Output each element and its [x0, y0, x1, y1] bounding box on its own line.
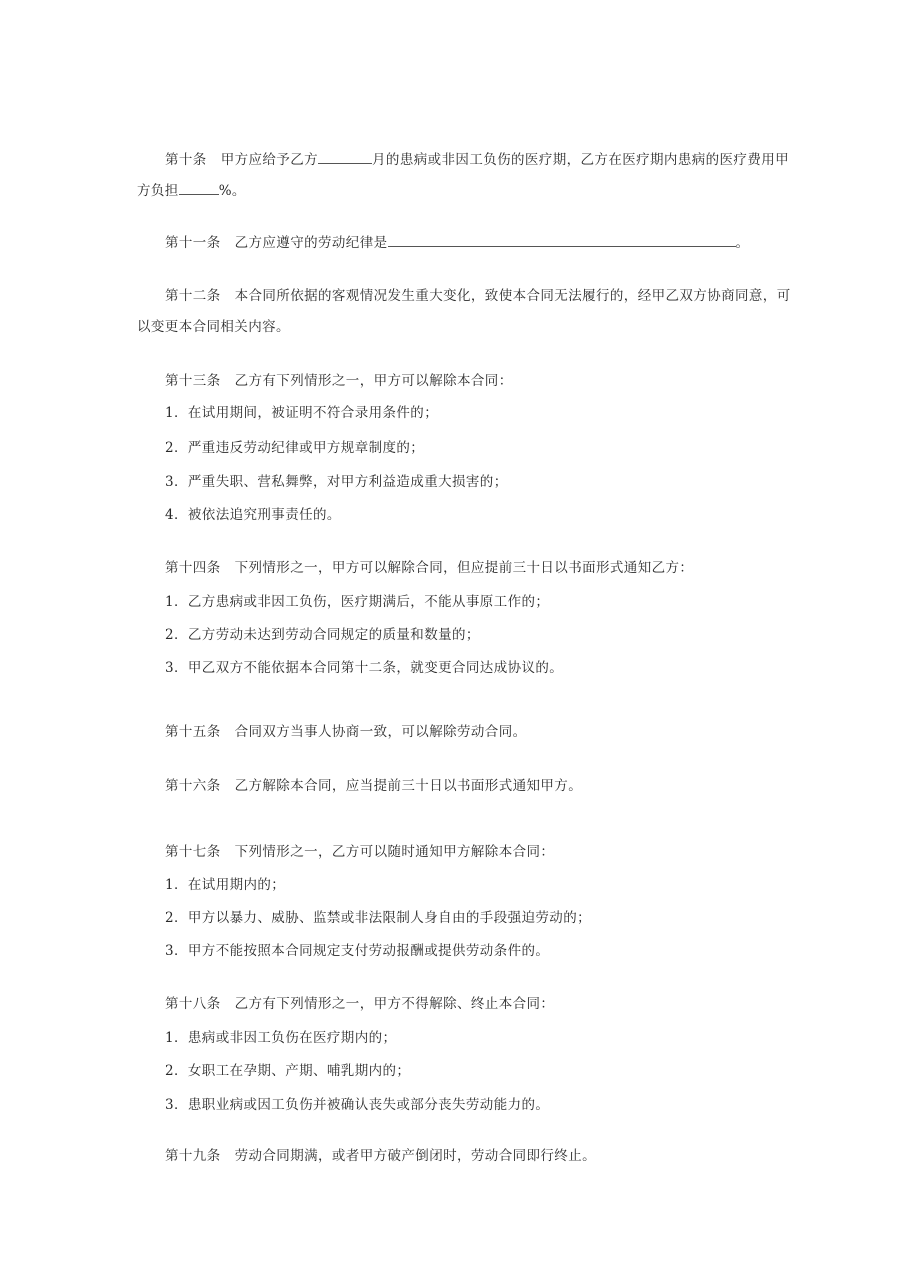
article-12-line-2 — [137, 318, 290, 336]
article-label: 第十三条 — [165, 373, 221, 389]
article-label: 第十九条 — [165, 1148, 221, 1164]
article-text: 乙方有下列情形之一，甲方可以解除本合同： — [234, 373, 513, 389]
article-text: 方负担 — [137, 183, 179, 199]
article-text: 乙方解除本合同，应当提前三十日以书面形式通知甲方。 — [234, 778, 583, 794]
article-14-line-1 — [165, 559, 693, 577]
list-item: 3．甲乙双方不能依据本合同第十二条，就变更合同达成协议的。 — [165, 660, 564, 676]
list-item: 4．被依法追究刑事责任的。 — [165, 507, 341, 523]
article-text: 乙方有下列情形之一，甲方不得解除、终止本合同： — [234, 996, 555, 1012]
article-label: 第十四条 — [165, 560, 221, 576]
fill-blank[interactable] — [318, 150, 372, 164]
list-item: 1．患病或非因工负伤在医疗期内的； — [165, 1030, 397, 1046]
article-label: 第十六条 — [165, 778, 221, 794]
article-15-line-1 — [165, 723, 527, 741]
article-text: 以变更本合同相关内容。 — [137, 319, 290, 335]
list-item: 3．甲方不能按照本合同规定支付劳动报酬或提供劳动条件的。 — [165, 943, 550, 959]
list-item: 2．严重违反劳动纪律或甲方规章制度的； — [165, 440, 425, 456]
fill-blank[interactable] — [388, 233, 736, 247]
list-item: 1．在试用期内的； — [165, 877, 286, 893]
list-item: 2．甲方以暴力、威胁、监禁或非法限制人身自由的手段强迫劳动的； — [165, 910, 591, 926]
list-item: 2．女职工在孕期、产期、哺乳期内的； — [165, 1063, 411, 1079]
fill-blank[interactable] — [179, 181, 219, 195]
list-item: 1．乙方患病或非因工负伤，医疗期满后，不能从事原工作的； — [165, 594, 550, 610]
article-text: 月的患病或非因工负伤的医疗期，乙方在医疗期内患病的医疗费用甲 — [372, 152, 790, 168]
article-16-line-1 — [165, 777, 582, 795]
article-text: 劳动合同期满，或者甲方破产倒闭时，劳动合同即行终止。 — [234, 1148, 597, 1164]
article-13-line-1 — [165, 372, 513, 390]
article-text: 下列情形之一，乙方可以随时通知甲方解除本合同： — [234, 844, 555, 860]
article-10-line-2 — [137, 181, 246, 200]
article-19-line-1 — [165, 1147, 596, 1165]
article-label: 第十八条 — [165, 996, 221, 1012]
article-text: 下列情形之一，甲方可以解除合同，但应提前三十日以书面形式通知乙方： — [234, 560, 694, 576]
list-item: 3．严重失职、营私舞弊，对甲方利益造成重大损害的； — [165, 474, 508, 490]
list-item: 3．患职业病或因工负伤并被确认丧失或部分丧失劳动能力的。 — [165, 1097, 550, 1113]
article-label: 第十五条 — [165, 724, 221, 740]
list-item: 2．乙方劳动未达到劳动合同规定的质量和数量的； — [165, 627, 480, 643]
article-12-line-1 — [165, 287, 791, 305]
article-text: %。 — [218, 183, 246, 199]
article-text: 。 — [735, 235, 750, 251]
article-label: 第十条 — [165, 152, 207, 168]
list-item: 1．在试用期间，被证明不符合录用条件的； — [165, 405, 439, 421]
article-17-line-1 — [165, 843, 554, 861]
article-text: 甲方应给予乙方 — [220, 152, 319, 168]
article-label: 第十一条 — [165, 235, 221, 251]
article-18-line-1 — [165, 995, 554, 1013]
article-text: 乙方应遵守的劳动纪律是 — [234, 235, 388, 251]
article-text: 合同双方当事人协商一致，可以解除劳动合同。 — [234, 724, 527, 740]
article-label: 第十七条 — [165, 844, 221, 860]
article-11-line-1 — [165, 233, 749, 252]
article-label: 第十二条 — [165, 288, 221, 304]
article-10-line-1 — [165, 150, 789, 169]
article-text: 本合同所依据的客观情况发生重大变化，致使本合同无法履行的，经甲乙双方协商同意，可 — [234, 288, 791, 304]
